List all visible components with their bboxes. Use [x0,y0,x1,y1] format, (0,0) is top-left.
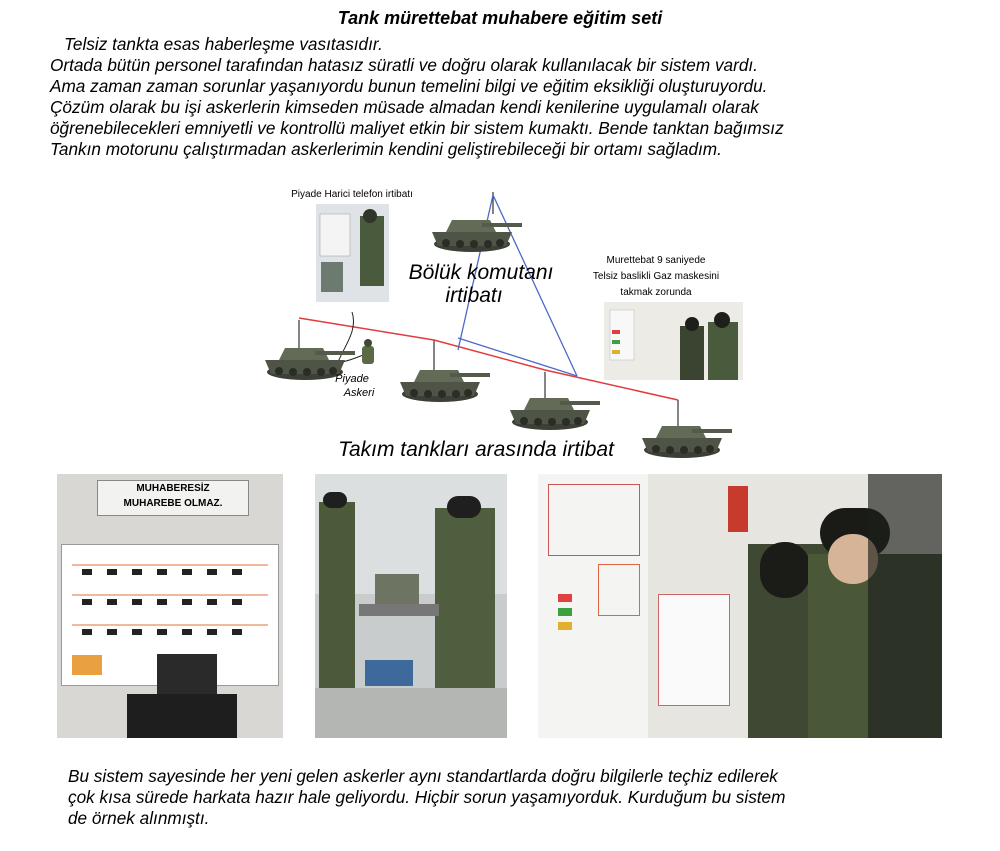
board-sign-line2: MUHAREBE OLMAZ. [123,498,223,509]
soldiers-equipment-photo [315,474,507,738]
intro-line: Ortada bütün personel tarafından hatasız süratli ve doğru olarak kullanılacak bir sistem vardı. [50,55,758,75]
board-sign [97,480,249,516]
battery-box [365,660,413,686]
outro-line: de örnek alınmıştı. [68,808,210,828]
crew-small-photo [604,302,743,380]
intro-line: Ama zaman zaman sorunlar yaşanıyordu bunun temelini bilgi ve eğitim eksikliği oluşturuyordu. [50,76,768,96]
intro-line: Tankın motorunu çalıştırmadan askerlerimin kendini geliştirebileceği bir ortamı sağladım. [50,139,722,159]
soldier-left [319,502,355,702]
crew-label-line2: Telsiz baslikli Gaz maskesini [592,271,720,282]
fire-extinguisher [728,486,748,532]
radio-set [157,654,217,698]
company-label-line2: irtibatı [445,284,503,307]
intro-line: Çözüm olarak bu işi askerlerin kimseden müsade almadan kendi kenilerine uygulamalı olarak [50,97,759,117]
crew-label-line1: Murettebat 9 saniyede [606,255,706,266]
outro-line: çok kısa sürede harkata hazır hale geliyordu. Hiçbir sorun yaşamıyorduk. Kurduğum bu sistem [68,787,786,807]
intro-line: öğrenebilecekleri emniyetli ve kontrollü maliyet etkin bir sistem kumaktı. Bende tanktan bağımsız [50,118,784,138]
soldier-right [435,508,495,688]
infantry-phone-photo [316,204,389,302]
infantry-label-line2: Askeri [343,387,375,399]
infantry-label-line1: Piyade [335,373,369,385]
equipment-table [127,694,237,738]
training-board-photo [57,474,283,738]
board-sign-line1: MUHABERESİZ [136,483,210,494]
intro-line: Telsiz tankta esas haberleşme vasıtasıdır. [64,34,383,54]
page-title: Tank mürettebat muhabere eğitim seti [337,8,663,28]
platoon-tank-2 [400,370,490,402]
wall-chart [538,474,648,738]
crew-label-line3: takmak zorunda [620,287,692,298]
company-commander-tank [432,220,522,252]
platoon-label: Takım tankları arasında irtibat [338,438,614,461]
outro-paragraph [68,766,968,829]
infantry-soldier [362,339,374,364]
platoon-tank-4 [642,426,732,458]
field-radio [375,574,419,604]
field-table [359,604,439,616]
platoon-tank-3 [510,398,600,430]
company-label-line1: Bölük komutanı [408,261,554,284]
phone-label: Piyade Harici telefon irtibatı [291,189,413,200]
gas-mask-crew-photo [538,474,942,738]
outro-line: Bu sistem sayesinde her yeni gelen askerler aynı standartlarda doğru bilgilerle teçhiz edilerek [68,766,778,786]
